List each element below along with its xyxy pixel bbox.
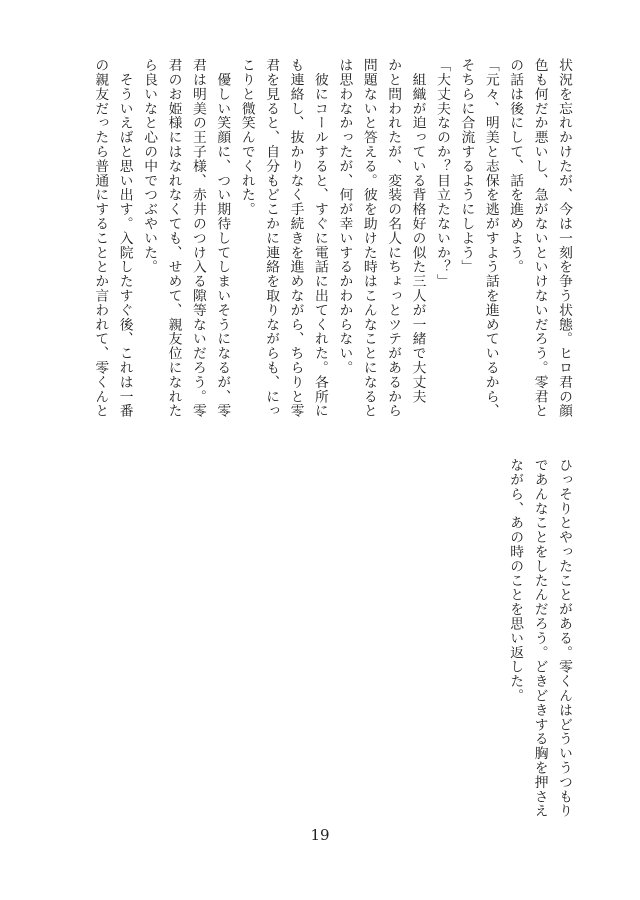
text-line: であんなことをしたんだろう。どきどきする胸を押さえ	[531, 458, 548, 818]
text-line: 色も何だか悪いし、急がないといけないだろう。零君と	[531, 58, 548, 418]
text-line: 問題ないと答える。彼を助けた時はこんなことになると	[360, 58, 377, 418]
text-line: ら良いなと心の中でつぶやいた。	[141, 58, 158, 274]
text-line: ながら、あの時のことを思い返した。	[507, 458, 524, 703]
text-line: 状況を忘れかけたが、今は一刻を争う状態。ヒロ君の顔	[556, 58, 572, 418]
page-number: 19	[310, 826, 330, 844]
text-line: 優しい笑顔に、つい期待してしまいそうになるが、零	[214, 58, 231, 418]
text-line: 「大丈夫なのか？目立たないか？」	[433, 58, 450, 289]
text-line: も連絡し、抜かりなく手続きを進めながら、ちらりと零	[287, 58, 304, 418]
text-line: こりと微笑んでくれた。	[238, 58, 255, 217]
text-line: 「元々、明美と志保を逃がすよう話を進めているから、	[482, 58, 499, 418]
text-line: 彼にコールすると、すぐに電話に出てくれた。各所に	[311, 58, 328, 418]
upper-text-block	[88, 58, 576, 438]
text-line: 君を見ると、自分もどこかに連絡を取りながらも、にっ	[263, 58, 280, 418]
text-line: そういえばと思い出す。入院したすぐ後、これは一番	[116, 58, 133, 418]
text-line: は思わなかったが、何が幸いするかわからない。	[336, 58, 353, 375]
text-line: 君は明美の王子様、赤井のつけ入る隙等ないだろう。零	[189, 58, 206, 418]
text-line: ひっそりとやったことがある。零くんはどういうつもり	[556, 458, 572, 818]
text-line: かと問われたが、変装の名人にちょっとツテがあるから	[385, 58, 402, 418]
lower-text-block	[503, 458, 576, 818]
text-line: の親友だったら普通にすることとか言われて、零くんと	[92, 58, 109, 418]
text-line: の話は後にして、話を進めよう。	[507, 58, 524, 274]
text-line: そちらに合流するようにしよう」	[458, 58, 475, 274]
text-line: 組織が迫っている背格好の似た三人が一緒で大丈夫	[409, 58, 426, 404]
text-line: 君のお姫様にはなれなくても、せめて、親友位になれた	[165, 58, 182, 418]
